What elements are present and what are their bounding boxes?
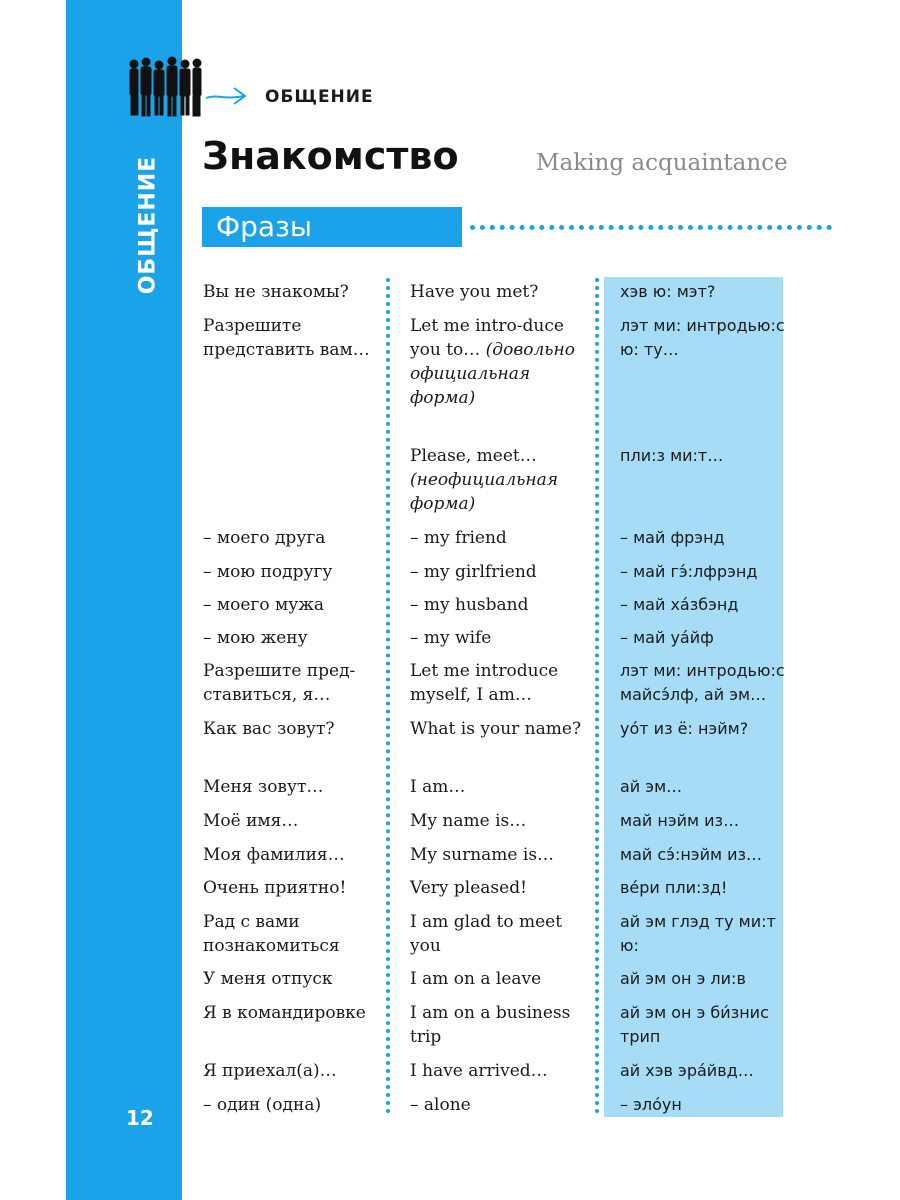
transcription: май сэ́:нэйм из… (620, 845, 763, 864)
transcription: лэт ми: интродью:с майсэ́лф, ай эм… (620, 661, 785, 704)
english-phrase: – my girlfriend (410, 562, 537, 582)
russian-phrase: Я приехал(а)… (203, 1061, 337, 1081)
english-text: Let me intro-duce you to… (410, 316, 564, 360)
table-row (0, 809, 900, 843)
table-row (0, 1001, 900, 1059)
russian-phrase: Меня зовут… (203, 777, 324, 797)
transcription: – май фрэнд (620, 528, 725, 547)
english-phrase: Very pleased! (410, 878, 527, 898)
english-text: Please, meet… (410, 446, 537, 466)
table-row (0, 717, 900, 775)
russian-phrase: Разрешите пред-ставиться, я… (203, 661, 356, 705)
table-row (0, 444, 900, 526)
english-phrase: – my husband (410, 595, 529, 615)
transcription: пли:з ми:т… (620, 446, 724, 465)
dotted-divider (470, 225, 832, 230)
english-phrase: I am on a leave (410, 969, 542, 989)
english-phrase: I am on a business trip (410, 1003, 571, 1047)
table-row (0, 626, 900, 659)
section-tag: ОБЩЕНИЕ (265, 87, 374, 107)
russian-phrase: Я в командировке (203, 1003, 366, 1023)
transcription: май нэйм из… (620, 811, 740, 830)
phrase-table (0, 280, 900, 1123)
people-group-icon (126, 56, 204, 118)
page-title: Знакомство (202, 134, 459, 178)
russian-phrase: – мою подругу (203, 562, 333, 582)
english-phrase: I have arrived… (410, 1061, 548, 1081)
russian-phrase: Как вас зовут? (203, 719, 335, 739)
english-phrase: I am glad to meet you (410, 912, 563, 956)
page-title-english: Making acquaintance (536, 150, 788, 176)
transcription: лэт ми: интродью:с ю: ту… (620, 316, 785, 359)
table-row (0, 775, 900, 809)
english-phrase: My surname is… (410, 845, 555, 865)
table-row (0, 280, 900, 314)
usage-note: (довольно официальная форма) (410, 340, 575, 408)
phrases-heading: Фразы (202, 207, 462, 247)
transcription: – май уа́йф (620, 628, 714, 647)
russian-phrase: – моего мужа (203, 595, 324, 615)
transcription: – май гэ́:лфрэнд (620, 562, 758, 581)
russian-phrase: – один (одна) (203, 1095, 322, 1115)
transcription: ай эм… (620, 777, 683, 796)
russian-phrase: Разрешите представить вам… (203, 316, 370, 360)
table-row (0, 560, 900, 593)
russian-phrase: У меня отпуск (203, 969, 333, 989)
transcription: – май ха́збэнд (620, 595, 739, 614)
usage-note: (неофициальная форма) (410, 470, 558, 514)
english-phrase: Have you met? (410, 282, 539, 302)
english-phrase: – my wife (410, 628, 492, 648)
transcription: ай эм глэд ту ми:т ю: (620, 912, 776, 955)
arrow-right-icon (204, 84, 248, 108)
transcription: ве́ри пли:зд! (620, 878, 728, 897)
russian-phrase: Вы не знакомы? (203, 282, 349, 302)
english-phrase: What is your name? (410, 719, 582, 739)
transcription: – элóун (620, 1095, 682, 1114)
table-row (0, 314, 900, 444)
table-row (0, 876, 900, 910)
sidebar-section-label: ОБЩЕНИЕ (135, 155, 161, 295)
russian-phrase: – мою жену (203, 628, 308, 648)
russian-phrase: Очень приятно! (203, 878, 347, 898)
english-phrase: My name is… (410, 811, 527, 831)
table-row (0, 659, 900, 717)
table-row (0, 593, 900, 626)
table-row (0, 910, 900, 967)
transcription: уо́т из ё: нэйм? (620, 719, 749, 738)
english-phrase: – alone (410, 1095, 471, 1115)
transcription: ай эм он э ли:в (620, 969, 746, 988)
english-phrase (410, 444, 590, 516)
table-row (0, 1059, 900, 1093)
russian-phrase: – моего друга (203, 528, 326, 548)
page-number: 12 (126, 1106, 154, 1130)
english-phrase (410, 314, 590, 410)
english-phrase: Let me introduce myself, I am… (410, 661, 559, 705)
english-phrase: I am… (410, 777, 466, 797)
transcription: хэв ю: мэт? (620, 282, 716, 301)
russian-phrase: Рад с вами познакомиться (203, 912, 340, 956)
table-row (0, 967, 900, 1001)
table-row (0, 843, 900, 876)
table-row (0, 1093, 900, 1123)
english-phrase: – my friend (410, 528, 507, 548)
russian-phrase: Моя фамилия… (203, 845, 345, 865)
russian-phrase: Моё имя… (203, 811, 299, 831)
transcription: ай хэв эра́йвд… (620, 1061, 754, 1080)
transcription: ай эм он э би́знис трип (620, 1003, 769, 1046)
table-row (0, 526, 900, 560)
